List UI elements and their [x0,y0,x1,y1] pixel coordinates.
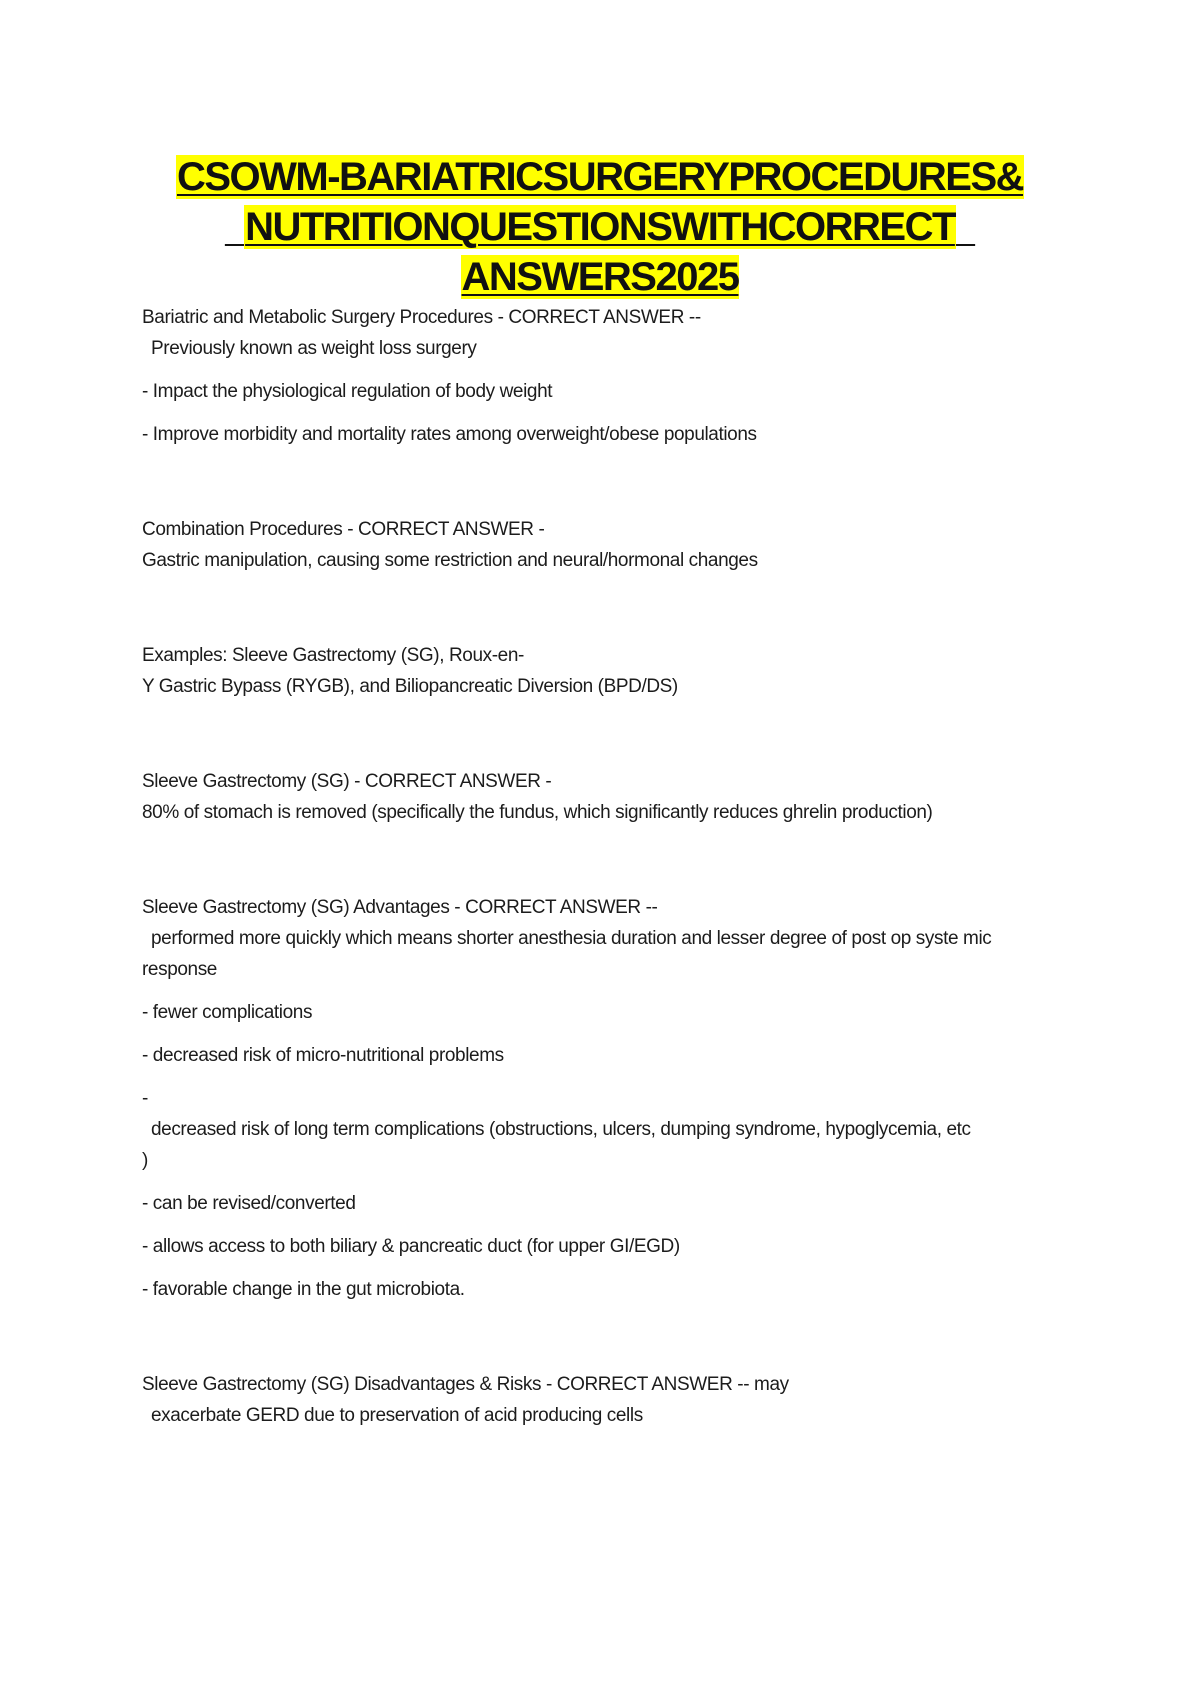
section-advantages [142,892,1062,1305]
bullet-item: - fewer complications [142,1002,313,1023]
section-bariatric [142,302,1062,450]
section-heading: Sleeve Gastrectomy (SG) Advantages - CORRECT ANSWER -- [142,897,658,918]
bullet-item: decreased risk of long term complications (obstructions, ulcers, dumping syndrome, hypoglycemia, etc [151,1119,971,1140]
answer-line: Y Gastric Bypass (RYGB), and Biliopancreatic Diversion (BPD/DS) [142,676,678,697]
bullet-item: - favorable change in the gut microbiota. [142,1279,465,1300]
section-examples [142,640,1062,702]
bullet-item: - Improve morbidity and mortality rates among overweight/obese populations [142,424,757,445]
answer-line: Examples: Sleeve Gastrectomy (SG), Roux-en- [142,645,524,666]
document-body [142,302,1062,1431]
section-heading: Sleeve Gastrectomy (SG) - CORRECT ANSWER - [142,771,552,792]
answer-line: Previously known as weight loss surgery [151,338,477,359]
bullet-item: - Impact the physiological regulation of body weight [142,381,553,402]
answer-line: performed more quickly which means shorter anesthesia duration and lesser degree of post op syste mic [151,928,992,949]
title-line-2: NUTRITIONQUESTIONSWITHCORRECT [245,205,955,249]
document-title [140,152,1060,302]
title-line-1: CSOWM-BARIATRICSURGERYPROCEDURES& [176,155,1024,199]
section-heading: Bariatric and Metabolic Surgery Procedures - CORRECT ANSWER -- [142,307,701,328]
answer-line: response [142,959,217,980]
bullet-item: - decreased risk of micro-nutritional problems [142,1045,504,1066]
answer-line: 80% of stomach is removed (specifically the fundus, which significantly reduces ghrelin production) [142,802,933,823]
bullet-item: - allows access to both biliary & pancreatic duct (for upper GI/EGD) [142,1236,680,1257]
title-line-3: ANSWERS2025 [461,255,739,299]
bullet-item: - can be revised/converted [142,1193,356,1214]
answer-line: exacerbate GERD due to preservation of acid producing cells [151,1405,643,1426]
section-heading: Combination Procedures - CORRECT ANSWER - [142,519,545,540]
section-sleeve [142,766,1062,828]
section-heading: Sleeve Gastrectomy (SG) Disadvantages & Risks - CORRECT ANSWER -- may [142,1374,789,1395]
bullet-item-end: ) [142,1150,148,1171]
bullet-dash: - [142,1088,148,1109]
section-disadvantages [142,1369,1062,1431]
answer-line: Gastric manipulation, causing some restriction and neural/hormonal changes [142,550,758,571]
section-combination [142,514,1062,576]
